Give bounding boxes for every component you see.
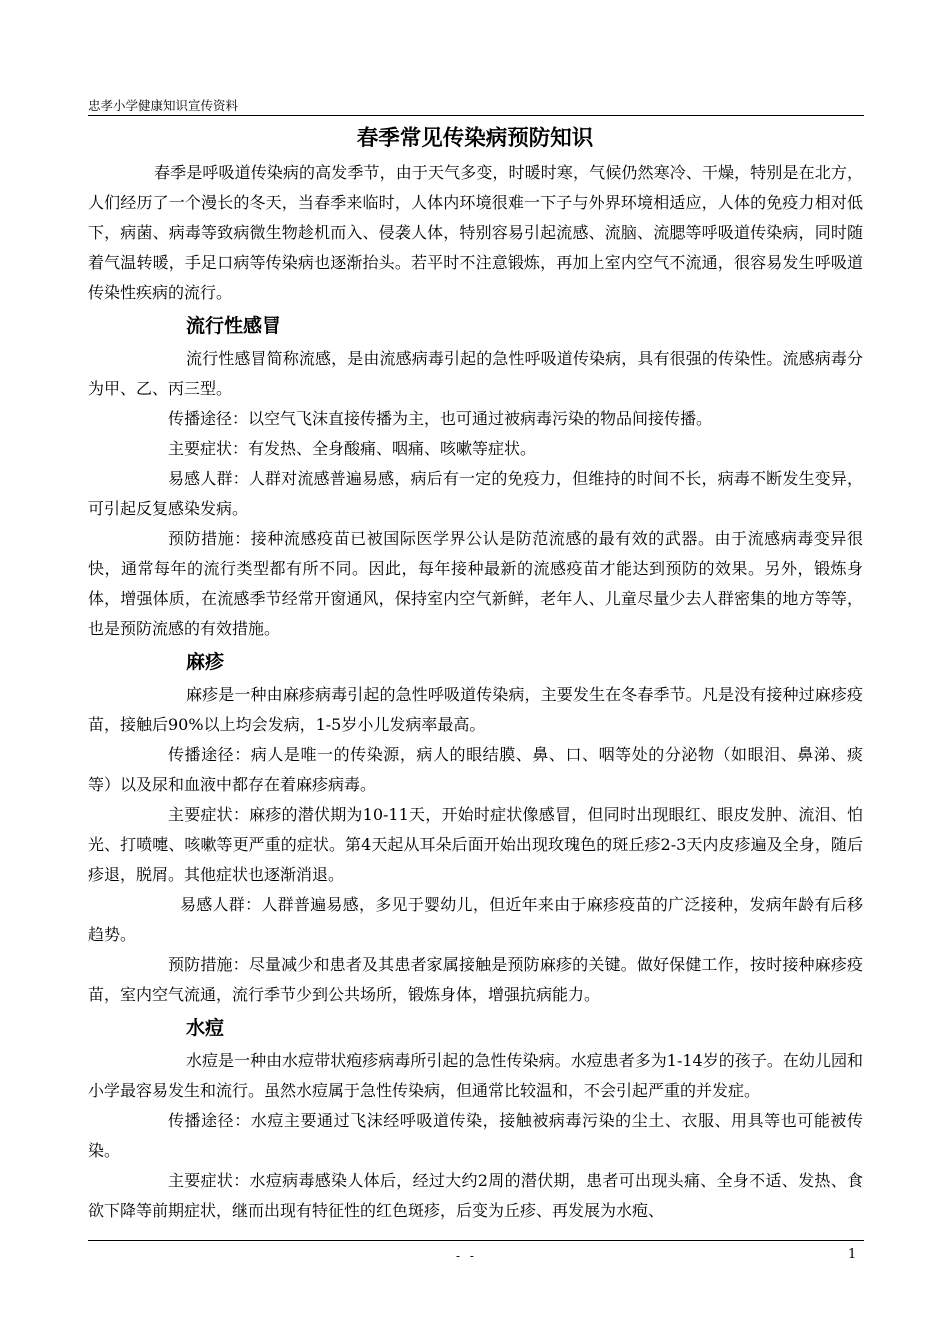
section-heading: 麻疹 <box>186 651 225 673</box>
document-body <box>88 158 863 1226</box>
section-paragraph: 易感人群：人群对流感普遍易感，病后有一定的免疫力，但维持的时间不长，病毒不断发生变异，可引起反复感染发病。 <box>88 469 863 518</box>
section-paragraph: 预防措施：尽量减少和患者及其患者家属接触是预防麻疹的关键。做好保健工作，按时接种麻疹疫苗，室内空气流通，流行季节少到公共场所，锻炼身体，增强抗病能力。 <box>88 955 863 1004</box>
section-paragraph: 传播途径：水痘主要通过飞沫经呼吸道传染，接触被病毒污染的尘土、衣服、用具等也可能被传染。 <box>88 1111 863 1160</box>
document-title: 春季常见传染病预防知识 <box>356 126 594 151</box>
section-heading: 流行性感冒 <box>186 315 282 337</box>
section-chickenpox <box>88 1010 863 1226</box>
footer-rule <box>88 1240 864 1241</box>
section-paragraph: 主要症状：水痘病毒感染人体后，经过大约2周的潜伏期，患者可出现头痛、全身不适、发热、食欲下降等前期症状，继而出现有特征性的红色斑疹，后变为丘疹、再发展为水疱、 <box>88 1171 863 1220</box>
section-paragraph: 传播途径：病人是唯一的传染源，病人的眼结膜、鼻、口、咽等处的分泌物（如眼泪、鼻涕、痰等）以及尿和血液中都存在着麻疹病毒。 <box>88 745 863 794</box>
section-paragraph: 传播途径：以空气飞沫直接传播为主，也可通过被病毒污染的物品间接传播。 <box>168 409 713 428</box>
footer-center-mark: - - <box>456 1249 477 1263</box>
section-paragraph: 水痘是一种由水痘带状疱疹病毒所引起的急性传染病。水痘患者多为1-14岁的孩子。在幼儿园和小学最容易发生和流行。虽然水痘属于急性传染病，但通常比较温和，不会引起严重的并发症。 <box>88 1051 863 1100</box>
section-paragraph: 主要症状：麻疹的潜伏期为10-11天，开始时症状像感冒，但同时出现眼红、眼皮发肿、流泪、怕光、打喷嚏、咳嗽等更严重的症状。第4天起从耳朵后面开始出现玫瑰色的斑丘疹2-3天内皮疹遍及全身，随后疹退，脱屑。其他症状也逐渐消退。 <box>88 805 863 884</box>
section-paragraph: 流行性感冒简称流感，是由流感病毒引起的急性呼吸道传染病，具有很强的传染性。流感病毒分为甲、乙、丙三型。 <box>88 349 863 398</box>
section-paragraph: 主要症状：有发热、全身酸痛、咽痛、咳嗽等症状。 <box>168 439 537 458</box>
section-paragraph: 易感人群：人群普遍易感，多见于婴幼儿，但近年来由于麻疹疫苗的广泛接种，发病年龄有后移趋势。 <box>88 895 863 944</box>
intro-paragraph: 春季是呼吸道传染病的高发季节，由于天气多变，时暖时寒，气候仍然寒冷、干燥，特别是在北方，人们经历了一个漫长的冬天，当春季来临时，人体内环境很难一下子与外界环境相适应，人体的免疫力相对低下，病菌、病毒等致病微生物趁机而入、侵袭人体，特别容易引起流感、流脑、流腮等呼吸道传染病，同时随着气温转暖，手足口病等传染病也逐渐抬头。若平时不注意锻炼，再加上室内空气不流通，很容易发生呼吸道传染性疾病的流行。 <box>88 163 863 302</box>
section-paragraph: 麻疹是一种由麻疹病毒引起的急性呼吸道传染病，主要发生在冬春季节。凡是没有接种过麻疹疫苗，接触后90%以上均会发病，1-5岁小儿发病率最高。 <box>88 685 863 734</box>
page-number: 1 <box>848 1247 857 1262</box>
section-influenza <box>88 308 863 644</box>
section-measles <box>88 644 863 1010</box>
section-heading: 水痘 <box>186 1017 225 1039</box>
section-paragraph: 预防措施：接种流感疫苗已被国际医学界公认是防范流感的最有效的武器。由于流感病毒变异很快，通常每年的流行类型都有所不同。因此，每年接种最新的流感疫苗才能达到预防的效果。另外，锻炼身体，增强体质，在流感季节经常开窗通风，保持室内空气新鲜，老年人、儿童尽量少去人群密集的地方等等，也是预防流感的有效措施。 <box>88 529 863 638</box>
header-rule <box>88 115 864 116</box>
document-header-note: 忠孝小学健康知识宣传资料 <box>88 98 239 113</box>
